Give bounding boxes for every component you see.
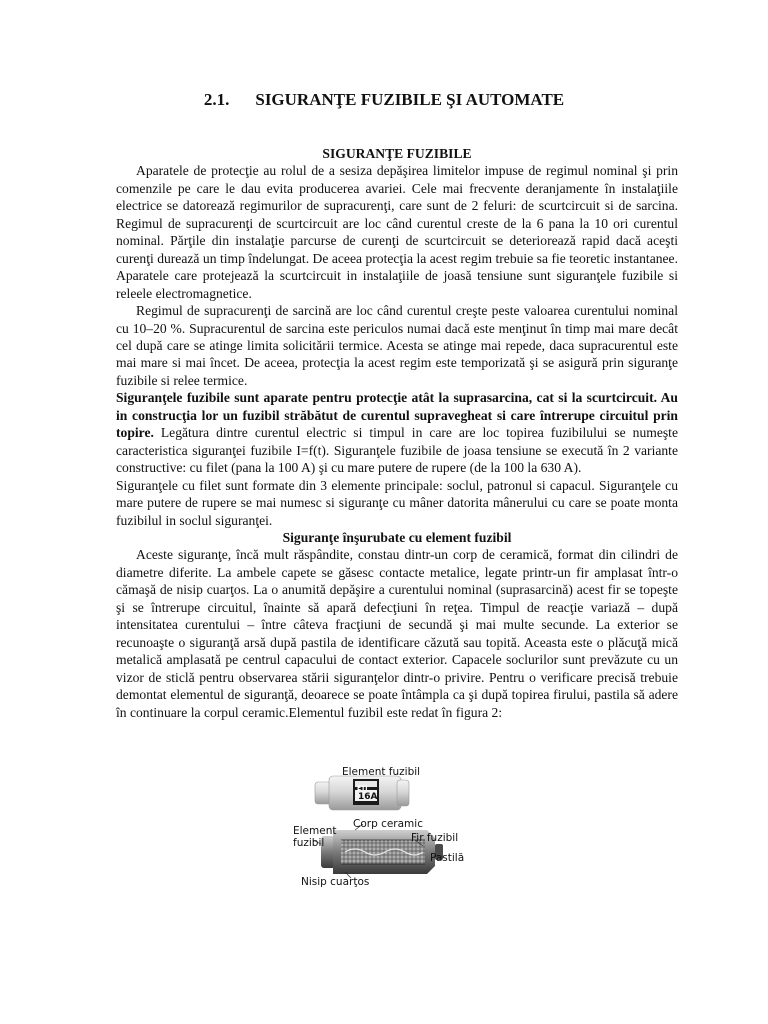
section-title: SIGURANŢE FUZIBILE ŞI AUTOMATE: [255, 90, 565, 109]
document-body: [116, 145, 678, 721]
paragraph-4: Siguranţele cu filet sunt formate din 3 elemente principale: soclul, patronul si capacul. Siguranţele cu mare putere de rupere se mai numesc si siguranţe cu mâner datorita mânerului cu care se poate monta fuzibilul in soclul siguranţei.: [116, 477, 678, 528]
label-element-line2: fuzibil: [293, 837, 325, 849]
fuse-brand-text: ETI: [357, 785, 368, 792]
subheading-sigurante-insurubate: Siguranţe înşurubate cu element fuzibil: [282, 529, 512, 545]
paragraph-3-bold: Siguranţele fuzibile sunt aparate pentru protecţie atât la suprasarcina, cat si la scurtcircuit. Au in construcţia lor un fuzibil străbătut de curentul supravegheat si care întrerupe circuitul prin topire.: [116, 390, 678, 441]
section-heading: [0, 90, 768, 110]
paragraph-2: Regimul de supracurenţi de sarcină are loc când curentul creşte peste valoarea curentului nominal cu 10–20 %. Supracurentul de sarcina este periculos numai dacă este menţinut în timp mai mare decât cel după care se atinge limita solicitării termice. Acesta se atinge mai repede, daca supracurentul este mai mare si mai încet. De aceea, protecţia la acest regim este temporizată şi se asigură prin siguranţe fuzibile si relee termice.: [116, 303, 678, 388]
paragraph-3: [116, 389, 678, 476]
paragraph-5: Aceste siguranţe, încă mult răspândite, constau dintr-un corp de ceramică, format din cilindri de diametre diferite. La ambele capete se găsesc contacte metalice, legate printr-un fir amplasat într-o cămaşă de nisip cuarţos. La o anumită depăşire a curentului nominal (suprasarcină) acest fir se topeşte şi se întrerupe circuitul, înainte să apară defecţiuni în reţea. Timpul de reacţie variază – după intensitatea curentului – între câteva fracţiuni de secundă şi mai multe secunde. La exterior se recunoaşte o siguranţă arsă după pastila de identificare căzută sau topită. Aceasta este o plăcuţă mică metalică amplasată pe centrul capacului de contact exterior. Capacele soclurilor sunt prevăzute cu un vizor de sticlă pentru observarea stării siguranţelor dintr-o privire. Pentru o verificare precisă trebuie demontat elementul de siguranţă, deoarece se poate întâmpla ca şi după topirea firului, pastila să adere în continuare la corpul ceramic.Elementul fuzibil este redat în figura 2:: [116, 547, 678, 720]
label-nisip-cuartos: Nisip cuarţos: [301, 876, 370, 888]
section-number: 2.1.: [203, 90, 230, 109]
subheading-siguranțe-fuzibile: SIGURANŢE FUZIBILE: [322, 146, 472, 161]
label-element-line1: Element: [293, 825, 337, 837]
paragraph-3-rest: Legătura dintre curentul electric si timpul in care are loc topirea fuzibilului se numeşte caracteristica siguranţei fuzibile I=f(t). Siguranţele fuzibile de joasa tensiune se execută în 2 variante constructive: cu filet (pana la 100 A) şi cu mare putere de rupere (de la 100 la 630 A).: [116, 425, 678, 476]
fuse-rating-text: 16A: [358, 792, 378, 802]
label-element-fuzibil-top: Element fuzibil: [342, 766, 421, 778]
figure-fuse-element: [285, 760, 485, 895]
label-fir-fuzibil: Fir fuzibil: [411, 832, 459, 844]
paragraph-1: Aparatele de protecţie au rolul de a sesiza depăşirea limitelor impuse de regimul nominal şi prin comenzile pe care le dau evita producerea avariei. Cele mai frecvente deranjamente în instalaţiile electrice se datorează regimurilor de supracurenţi, care sunt de 2 feluri: de scurtcircuit si de sarcina. Regimul de supracurenţi de scurtcircuit are loc când curentul creste de la 6 pana la 10 ori curentul nominal. Părţile din instalaţie parcurse de curenţi de scurtcircuit se deteriorează rapid dacă aceşti curenţi durează un timp îndelungat. De aceea protecţia la acest regim trebuie sa fie teoretic instantanee. Aparatele care protejează la scurtcircuit in instalaţiile de joasă tensiune sunt siguranţele fuzibile si releele electromagnetice.: [116, 163, 678, 301]
label-corp-ceramic: Corp ceramic: [353, 818, 423, 830]
label-pastila: Pastilă: [430, 852, 465, 864]
